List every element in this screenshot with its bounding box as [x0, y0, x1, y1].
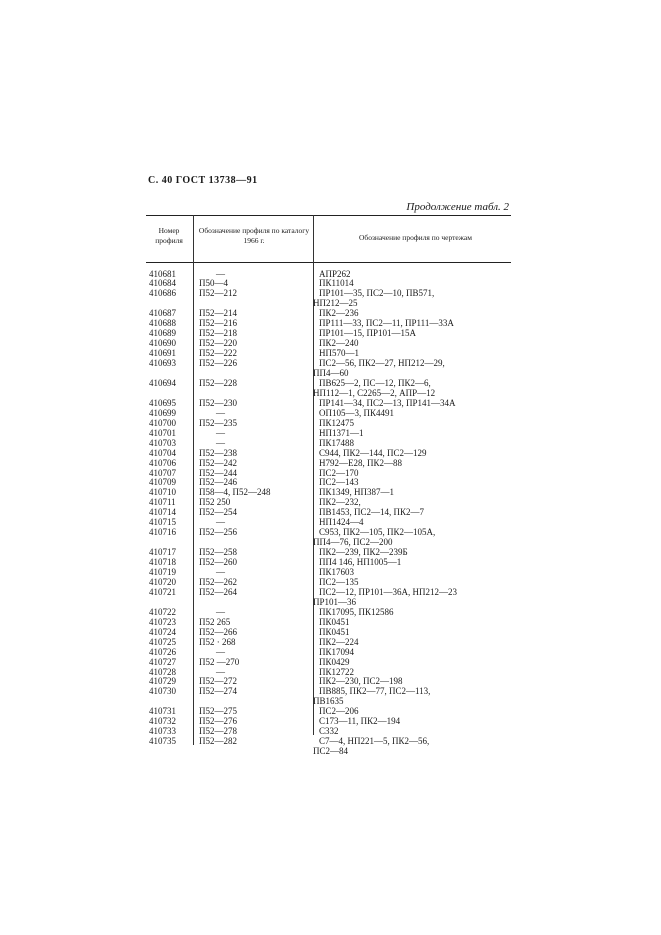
profile-number: 410723 [149, 616, 176, 627]
catalog-designation: П52—220 [199, 338, 237, 349]
profile-number: 410689 [149, 328, 176, 339]
catalog-designation: П52 250 [199, 497, 231, 508]
table-row [0, 398, 661, 408]
table-row [0, 726, 661, 736]
profile-number: 410722 [149, 606, 176, 617]
profile-number: 410704 [149, 447, 176, 458]
catalog-designation: П52—275 [199, 706, 237, 717]
table-row [0, 468, 661, 478]
table-row [0, 706, 661, 716]
drawing-designation: ПК0451 [319, 616, 350, 627]
catalog-designation: П52 265 [199, 616, 231, 627]
table-header-rule [146, 262, 511, 263]
catalog-designation: — [216, 437, 225, 448]
profile-number: 410721 [149, 586, 176, 597]
catalog-designation: П52—260 [199, 557, 237, 568]
table-row [0, 298, 661, 308]
table-row [0, 378, 661, 388]
profile-number: 410709 [149, 477, 176, 488]
table-row [0, 477, 661, 487]
profile-number: 410730 [149, 686, 176, 697]
table-row [0, 587, 661, 597]
drawing-designation: ПС2—56, ПК2—27, НП212—29, [319, 358, 445, 369]
table-row [0, 597, 661, 607]
drawing-designation: ПП4—76, ПС2—200 [313, 537, 393, 548]
table-row [0, 408, 661, 418]
drawing-designation: ПК17094 [319, 646, 355, 657]
table-row [0, 607, 661, 617]
drawing-designation: ПК2—236 [319, 308, 359, 319]
table-row [0, 547, 661, 557]
catalog-designation: П52—282 [199, 736, 237, 747]
catalog-designation: П52—256 [199, 527, 237, 538]
drawing-designation: ПК0429 [319, 656, 350, 667]
table-row [0, 288, 661, 298]
catalog-designation: — [216, 407, 225, 418]
catalog-designation: П52—242 [199, 457, 237, 468]
drawing-designation: ПР101—35, ПС2—10, ПВ571, [319, 288, 435, 299]
catalog-designation: П52—264 [199, 586, 237, 597]
table-row [0, 507, 661, 517]
drawing-designation: НП1424—4 [319, 517, 364, 528]
profile-number: 410716 [149, 527, 176, 538]
catalog-designation: — [216, 517, 225, 528]
catalog-designation: — [216, 646, 225, 657]
table-row [0, 388, 661, 398]
drawing-designation: ПП4 146, НП1005—1 [319, 557, 402, 568]
drawing-designation: ПК2—240 [319, 338, 359, 349]
catalog-designation: П50—4 [199, 278, 228, 289]
profile-number: 410688 [149, 318, 176, 329]
profile-number: 410720 [149, 576, 176, 587]
catalog-designation: П52—246 [199, 477, 237, 488]
catalog-designation: П52—238 [199, 447, 237, 458]
drawing-designation: ПР101—15, ПР101—15А [319, 328, 417, 339]
catalog-designation: П52—258 [199, 547, 237, 558]
table-row [0, 428, 661, 438]
drawing-designation: НП112—1, С2265—2, АПР—12 [313, 387, 436, 398]
profile-number: 410687 [149, 308, 176, 319]
table-row [0, 458, 661, 468]
catalog-designation: П52—228 [199, 377, 237, 388]
catalog-designation: — [216, 666, 225, 677]
drawing-designation: С7—4, НП221—5, ПК2—56, [319, 736, 430, 747]
column-header-drawings: Обозначение профиля по чертежам [358, 233, 473, 242]
catalog-designation: П52—262 [199, 576, 237, 587]
table-row [0, 647, 661, 657]
table-row [0, 338, 661, 348]
catalog-designation: — [216, 427, 225, 438]
catalog-designation: П52—230 [199, 397, 237, 408]
table-row [0, 368, 661, 378]
profile-number: 410706 [149, 457, 176, 468]
column-header-number: Номер профиля [155, 226, 183, 245]
drawing-designation: ПК2—239, ПК2—239Б [319, 547, 408, 558]
drawing-designation: ПВ1453, ПС2—14, ПК2—7 [319, 507, 425, 518]
catalog-designation: П52—276 [199, 716, 237, 727]
column-header-catalog: Обозначение профиля по каталогу 1966 г. [198, 226, 310, 245]
table-row [0, 676, 661, 686]
catalog-designation: П58—4, П52—248 [199, 487, 271, 498]
table-row [0, 537, 661, 547]
catalog-designation: П52—278 [199, 726, 237, 737]
profile-number: 410717 [149, 547, 176, 558]
table-row [0, 418, 661, 428]
drawing-designation: ПВ885, ПК2—77, ПС2—113, [319, 686, 431, 697]
table-row [0, 438, 661, 448]
drawing-designation: ПК12722 [319, 666, 355, 677]
table-row [0, 617, 661, 627]
catalog-designation: — [216, 606, 225, 617]
drawing-designation: ПК11014 [319, 278, 354, 289]
drawing-designation: ПК17095, ПК12586 [319, 606, 394, 617]
drawing-designation: С944, ПК2—144, ПС2—129 [319, 447, 427, 458]
table-row [0, 487, 661, 497]
table-row [0, 567, 661, 577]
drawing-designation: ПК2—224 [319, 636, 359, 647]
drawing-designation: ПП4—60 [313, 368, 349, 378]
drawing-designation: ПК2—232, [319, 497, 361, 508]
profile-number: 410733 [149, 726, 176, 737]
catalog-designation: П52—244 [199, 467, 237, 478]
drawing-designation: ПС2—135 [319, 576, 359, 587]
profile-number: 410707 [149, 467, 176, 478]
drawing-designation: НП212—25 [313, 298, 358, 309]
drawing-designation: ПК17488 [319, 437, 355, 448]
profile-number: 410703 [149, 437, 176, 448]
profile-number: 410715 [149, 517, 176, 528]
profile-number: 410701 [149, 427, 176, 438]
catalog-designation: П52—222 [199, 348, 237, 359]
drawing-designation: ПР141—34, ПС2—13, ПР141—34А [319, 397, 456, 408]
profile-number: 410732 [149, 716, 176, 727]
table-row [0, 328, 661, 338]
drawing-designation: ПС2—84 [313, 746, 349, 757]
table-row [0, 716, 661, 726]
table-row [0, 497, 661, 507]
profile-number: 410711 [149, 497, 176, 508]
profile-number: 410728 [149, 666, 176, 677]
catalog-designation: П52—272 [199, 676, 237, 687]
table-row [0, 577, 661, 587]
drawing-designation: НП570—1 [319, 348, 359, 359]
drawing-designation: ПС2—12, ПР101—36А, НП212—23 [319, 586, 458, 597]
table-row [0, 318, 661, 328]
table-row [0, 269, 661, 279]
drawing-designation: С953, ПК2—105, ПК2—105А, [319, 527, 436, 538]
profile-number: 410727 [149, 656, 176, 667]
drawing-designation: Н792—Е28, ПК2—88 [319, 457, 402, 468]
drawing-designation: ПР101—36 [313, 596, 357, 607]
catalog-designation: П52—226 [199, 358, 237, 369]
table-row [0, 637, 661, 647]
profile-number: 410700 [149, 417, 176, 428]
drawing-designation: ПК0451 [319, 626, 350, 637]
profile-number: 410724 [149, 626, 176, 637]
table-row [0, 348, 661, 358]
drawing-designation: ПВ625—2, ПС—12, ПК2—6, [319, 377, 431, 388]
catalog-designation: П52—274 [199, 686, 237, 697]
table-row [0, 308, 661, 318]
table-row [0, 696, 661, 706]
table-row [0, 448, 661, 458]
profile-number: 410714 [149, 507, 176, 518]
catalog-designation: П52—218 [199, 328, 237, 339]
catalog-designation: П52—254 [199, 507, 237, 518]
catalog-designation: — [216, 567, 225, 577]
profile-number: 410684 [149, 278, 176, 289]
profile-number: 410699 [149, 407, 176, 418]
profile-number: 410694 [149, 377, 176, 388]
profile-number: 410690 [149, 338, 176, 349]
catalog-designation: П52—214 [199, 308, 237, 319]
catalog-designation: П52 —270 [199, 656, 240, 667]
table-row [0, 657, 661, 667]
profile-number: 410735 [149, 736, 176, 747]
catalog-designation: П52 · 268 [199, 636, 236, 647]
drawing-designation: ПК1349, НП387—1 [319, 487, 395, 498]
catalog-designation: П52—216 [199, 318, 237, 329]
profile-number: 410681 [149, 268, 176, 279]
table-row [0, 557, 661, 567]
catalog-designation: П52—266 [199, 626, 237, 637]
table-row [0, 746, 661, 756]
drawing-designation: ПК17603 [319, 567, 355, 577]
catalog-designation: П52—212 [199, 288, 237, 299]
drawing-designation: ПС2—206 [319, 706, 359, 717]
drawing-designation: АПР262 [319, 268, 351, 279]
drawing-designation: ПК12475 [319, 417, 355, 428]
drawing-designation: ПВ1635 [313, 696, 344, 707]
drawing-designation: С173—11, ПК2—194 [319, 716, 401, 727]
catalog-designation: — [216, 268, 225, 279]
page-header: С. 40 ГОСТ 13738—91 [148, 175, 258, 186]
table-row [0, 278, 661, 288]
table-row [0, 686, 661, 696]
drawing-designation: ПР111—33, ПС2—11, ПР111—33А [319, 318, 454, 329]
table-row [0, 358, 661, 368]
table-row [0, 667, 661, 677]
profile-number: 410695 [149, 397, 176, 408]
profile-number: 410719 [149, 567, 176, 577]
profile-number: 410718 [149, 557, 176, 568]
drawing-designation: ПС2—170 [319, 467, 359, 478]
profile-number: 410731 [149, 706, 176, 717]
table-continuation-label: Продолжение табл. 2 [406, 201, 509, 213]
catalog-designation: П52—235 [199, 417, 237, 428]
drawing-designation: С332 [319, 726, 339, 737]
profile-number: 410729 [149, 676, 176, 687]
drawing-designation: ПС2—143 [319, 477, 359, 488]
table-top-rule [146, 215, 511, 216]
drawing-designation: НП1371—1 [319, 427, 364, 438]
profile-number: 410686 [149, 288, 176, 299]
table-row [0, 517, 661, 527]
profile-number: 410693 [149, 358, 176, 369]
profile-number: 410726 [149, 646, 176, 657]
profile-number: 410725 [149, 636, 176, 647]
drawing-designation: ПК2—230, ПС2—198 [319, 676, 403, 687]
profile-number: 410710 [149, 487, 176, 498]
drawing-designation: ОП105—3, ПК4491 [319, 407, 395, 418]
table-row [0, 736, 661, 746]
table-row [0, 627, 661, 637]
table-row [0, 527, 661, 537]
profile-number: 410691 [149, 348, 176, 359]
